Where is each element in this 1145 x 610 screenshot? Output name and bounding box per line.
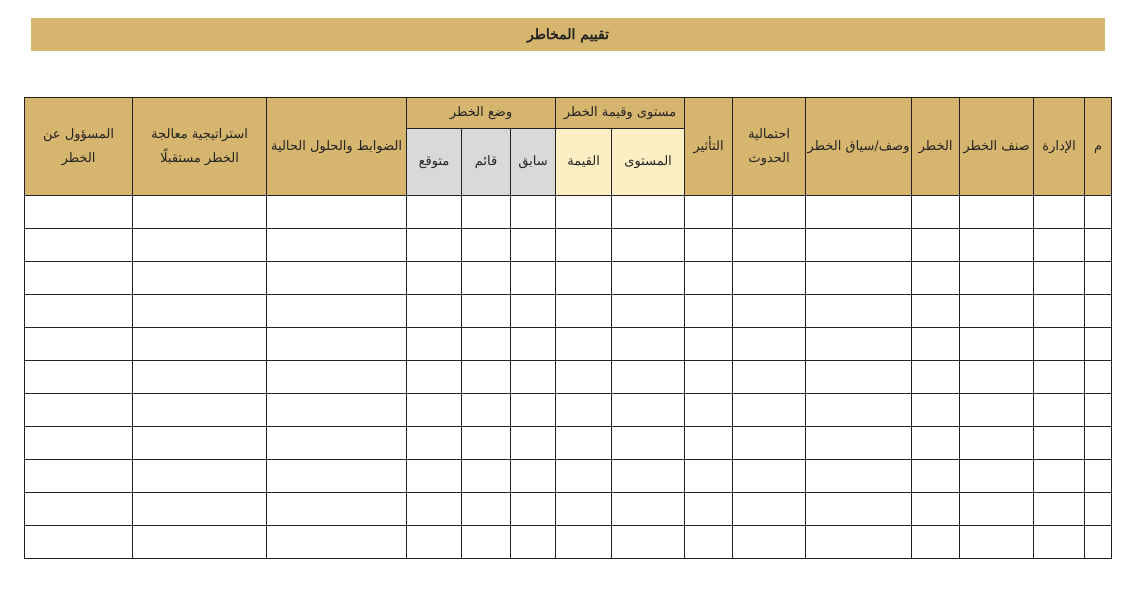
- table-cell[interactable]: [685, 493, 733, 526]
- table-cell[interactable]: [556, 229, 612, 262]
- header-risk-description: وصف/سياق الخطر: [806, 98, 912, 196]
- table-cell[interactable]: [462, 361, 511, 394]
- table-cell[interactable]: [462, 493, 511, 526]
- table-cell[interactable]: [612, 328, 685, 361]
- table-cell[interactable]: [685, 427, 733, 460]
- table-cell[interactable]: [733, 328, 806, 361]
- table-cell[interactable]: [806, 328, 912, 361]
- table-cell[interactable]: [267, 328, 407, 361]
- table-cell[interactable]: [1085, 229, 1112, 262]
- table-cell[interactable]: [1034, 361, 1085, 394]
- header-controls: الضوابط والحلول الحالية: [267, 98, 407, 196]
- table-cell[interactable]: [685, 526, 733, 559]
- header-m: م: [1085, 98, 1112, 196]
- table-cell[interactable]: [1085, 262, 1112, 295]
- table-body: [25, 196, 1112, 559]
- table-cell[interactable]: [960, 361, 1034, 394]
- table-cell[interactable]: [685, 229, 733, 262]
- table-cell[interactable]: [685, 460, 733, 493]
- table-cell[interactable]: [407, 196, 462, 229]
- table-cell[interactable]: [912, 229, 960, 262]
- header-risk: الخطر: [912, 98, 960, 196]
- table-row: [25, 196, 1112, 229]
- table-cell[interactable]: [556, 295, 612, 328]
- table-cell[interactable]: [1034, 328, 1085, 361]
- table-cell[interactable]: [511, 460, 556, 493]
- table-cell[interactable]: [407, 460, 462, 493]
- table-cell[interactable]: [960, 295, 1034, 328]
- table-cell[interactable]: [685, 361, 733, 394]
- table-cell[interactable]: [407, 229, 462, 262]
- table-cell[interactable]: [733, 526, 806, 559]
- table-cell[interactable]: [25, 262, 133, 295]
- table-cell[interactable]: [407, 328, 462, 361]
- header-risk-status-group: وضع الخطر: [407, 98, 556, 129]
- table-cell[interactable]: [685, 328, 733, 361]
- table-cell[interactable]: [511, 229, 556, 262]
- table-cell[interactable]: [462, 196, 511, 229]
- table-cell[interactable]: [912, 361, 960, 394]
- table-cell[interactable]: [912, 394, 960, 427]
- table-cell[interactable]: [407, 493, 462, 526]
- table-cell[interactable]: [1034, 493, 1085, 526]
- table-cell[interactable]: [462, 460, 511, 493]
- table-cell[interactable]: [133, 262, 267, 295]
- table-row: [25, 295, 1112, 328]
- table-cell[interactable]: [733, 196, 806, 229]
- table-cell[interactable]: [960, 427, 1034, 460]
- header-risk-class: صنف الخطر: [960, 98, 1034, 196]
- table-cell[interactable]: [912, 493, 960, 526]
- table-cell[interactable]: [25, 361, 133, 394]
- table-cell[interactable]: [407, 295, 462, 328]
- table-cell[interactable]: [556, 262, 612, 295]
- table-cell[interactable]: [25, 229, 133, 262]
- table-cell[interactable]: [133, 493, 267, 526]
- table-cell[interactable]: [733, 229, 806, 262]
- table-cell[interactable]: [960, 262, 1034, 295]
- table-cell[interactable]: [133, 328, 267, 361]
- header-future-strategy: استراتيجية معالجة الخطر مستقبلًا: [133, 98, 267, 196]
- table-cell[interactable]: [462, 295, 511, 328]
- table-cell[interactable]: [733, 460, 806, 493]
- table-cell[interactable]: [1085, 427, 1112, 460]
- table-cell[interactable]: [806, 196, 912, 229]
- table-cell[interactable]: [960, 493, 1034, 526]
- table-row: [25, 493, 1112, 526]
- table-cell[interactable]: [912, 295, 960, 328]
- table-cell[interactable]: [612, 262, 685, 295]
- table-cell[interactable]: [612, 526, 685, 559]
- table-cell[interactable]: [407, 394, 462, 427]
- header-value: القيمة: [556, 129, 612, 196]
- table-cell[interactable]: [1034, 196, 1085, 229]
- table-cell[interactable]: [806, 394, 912, 427]
- table-cell[interactable]: [912, 427, 960, 460]
- table-cell[interactable]: [556, 328, 612, 361]
- table-cell[interactable]: [511, 328, 556, 361]
- table-cell[interactable]: [407, 361, 462, 394]
- table-cell[interactable]: [1034, 427, 1085, 460]
- table-cell[interactable]: [733, 295, 806, 328]
- table-cell[interactable]: [806, 361, 912, 394]
- table-cell[interactable]: [806, 262, 912, 295]
- table-cell[interactable]: [133, 229, 267, 262]
- table-cell[interactable]: [1085, 460, 1112, 493]
- table-cell[interactable]: [1085, 196, 1112, 229]
- table-cell[interactable]: [133, 460, 267, 493]
- table-cell[interactable]: [133, 361, 267, 394]
- table-cell[interactable]: [407, 262, 462, 295]
- risk-assessment-table: [24, 97, 1112, 559]
- table-cell[interactable]: [806, 229, 912, 262]
- table-cell[interactable]: [511, 493, 556, 526]
- header-department: الإدارة: [1034, 98, 1085, 196]
- table-cell[interactable]: [612, 295, 685, 328]
- table-cell[interactable]: [1034, 262, 1085, 295]
- table-cell[interactable]: [612, 427, 685, 460]
- table-cell[interactable]: [25, 196, 133, 229]
- table-cell[interactable]: [685, 295, 733, 328]
- table-cell[interactable]: [1085, 295, 1112, 328]
- table-cell[interactable]: [462, 526, 511, 559]
- table-cell[interactable]: [462, 262, 511, 295]
- header-previous: سابق: [511, 129, 556, 196]
- table-cell[interactable]: [912, 526, 960, 559]
- table-cell[interactable]: [733, 394, 806, 427]
- table-cell[interactable]: [25, 394, 133, 427]
- table-cell[interactable]: [912, 460, 960, 493]
- table-cell[interactable]: [556, 361, 612, 394]
- table-row: [25, 328, 1112, 361]
- table-cell[interactable]: [511, 295, 556, 328]
- table-cell[interactable]: [462, 427, 511, 460]
- table-cell[interactable]: [612, 394, 685, 427]
- table-cell[interactable]: [960, 526, 1034, 559]
- table-row: [25, 262, 1112, 295]
- table-row: [25, 394, 1112, 427]
- table-cell[interactable]: [133, 196, 267, 229]
- table-cell[interactable]: [556, 394, 612, 427]
- table-cell[interactable]: [267, 295, 407, 328]
- table-cell[interactable]: [733, 361, 806, 394]
- table-cell[interactable]: [1034, 295, 1085, 328]
- table-cell[interactable]: [733, 493, 806, 526]
- table-cell[interactable]: [511, 427, 556, 460]
- table-cell[interactable]: [462, 229, 511, 262]
- table-cell[interactable]: [556, 427, 612, 460]
- table-cell[interactable]: [685, 262, 733, 295]
- table-cell[interactable]: [133, 427, 267, 460]
- table-cell[interactable]: [806, 526, 912, 559]
- table-row: [25, 460, 1112, 493]
- table-cell[interactable]: [960, 196, 1034, 229]
- table-cell[interactable]: [511, 196, 556, 229]
- table-cell[interactable]: [25, 526, 133, 559]
- table-row: [25, 526, 1112, 559]
- header-risk-level-group: مستوى وقيمة الخطر: [556, 98, 685, 129]
- table-cell[interactable]: [556, 196, 612, 229]
- page-title: تقييم المخاطر: [31, 18, 1105, 51]
- table-cell[interactable]: [267, 394, 407, 427]
- table-cell[interactable]: [25, 460, 133, 493]
- table-cell[interactable]: [25, 295, 133, 328]
- table-cell[interactable]: [267, 460, 407, 493]
- table-cell[interactable]: [960, 394, 1034, 427]
- table-cell[interactable]: [960, 328, 1034, 361]
- table-cell[interactable]: [267, 262, 407, 295]
- table-cell[interactable]: [407, 427, 462, 460]
- table-cell[interactable]: [1085, 328, 1112, 361]
- table-cell[interactable]: [733, 427, 806, 460]
- table-cell[interactable]: [1085, 493, 1112, 526]
- header-level: المستوى: [612, 129, 685, 196]
- table-cell[interactable]: [612, 229, 685, 262]
- table-cell[interactable]: [960, 460, 1034, 493]
- table-cell[interactable]: [25, 427, 133, 460]
- table-cell[interactable]: [25, 328, 133, 361]
- table-cell[interactable]: [267, 229, 407, 262]
- table-cell[interactable]: [267, 427, 407, 460]
- table-cell[interactable]: [685, 196, 733, 229]
- table-cell[interactable]: [267, 526, 407, 559]
- table-cell[interactable]: [1034, 460, 1085, 493]
- header-expected: متوقع: [407, 129, 462, 196]
- table-cell[interactable]: [133, 394, 267, 427]
- table-cell[interactable]: [1085, 361, 1112, 394]
- table-cell[interactable]: [912, 196, 960, 229]
- table-cell[interactable]: [1085, 394, 1112, 427]
- table-row: [25, 229, 1112, 262]
- table-cell[interactable]: [612, 361, 685, 394]
- header-existing: قائم: [462, 129, 511, 196]
- table-cell[interactable]: [133, 526, 267, 559]
- table-cell[interactable]: [511, 526, 556, 559]
- table-cell[interactable]: [407, 526, 462, 559]
- table-cell[interactable]: [960, 229, 1034, 262]
- table-cell[interactable]: [556, 526, 612, 559]
- table-cell[interactable]: [912, 328, 960, 361]
- table-cell[interactable]: [462, 328, 511, 361]
- table-cell[interactable]: [1085, 526, 1112, 559]
- table-cell[interactable]: [556, 460, 612, 493]
- table-cell[interactable]: [1034, 394, 1085, 427]
- table-cell[interactable]: [1034, 229, 1085, 262]
- table-cell[interactable]: [267, 196, 407, 229]
- header-risk-owner: المسؤول عن الخطر: [25, 98, 133, 196]
- table-cell[interactable]: [806, 295, 912, 328]
- table-row: [25, 361, 1112, 394]
- table-cell[interactable]: [1034, 526, 1085, 559]
- table-cell[interactable]: [612, 196, 685, 229]
- table-cell[interactable]: [511, 262, 556, 295]
- header-impact: التأثير: [685, 98, 733, 196]
- table-cell[interactable]: [806, 493, 912, 526]
- table-cell[interactable]: [25, 493, 133, 526]
- table-cell[interactable]: [511, 361, 556, 394]
- table-cell[interactable]: [733, 262, 806, 295]
- table-cell[interactable]: [806, 460, 912, 493]
- table-cell[interactable]: [462, 394, 511, 427]
- table-cell[interactable]: [612, 493, 685, 526]
- table-cell[interactable]: [556, 493, 612, 526]
- table-cell[interactable]: [612, 460, 685, 493]
- table-cell[interactable]: [912, 262, 960, 295]
- table-cell[interactable]: [133, 295, 267, 328]
- table-cell[interactable]: [511, 394, 556, 427]
- header-probability: احتمالية الحدوث: [733, 98, 806, 196]
- table-cell[interactable]: [267, 493, 407, 526]
- table-cell[interactable]: [267, 361, 407, 394]
- table-cell[interactable]: [685, 394, 733, 427]
- table-row: [25, 427, 1112, 460]
- table-cell[interactable]: [806, 427, 912, 460]
